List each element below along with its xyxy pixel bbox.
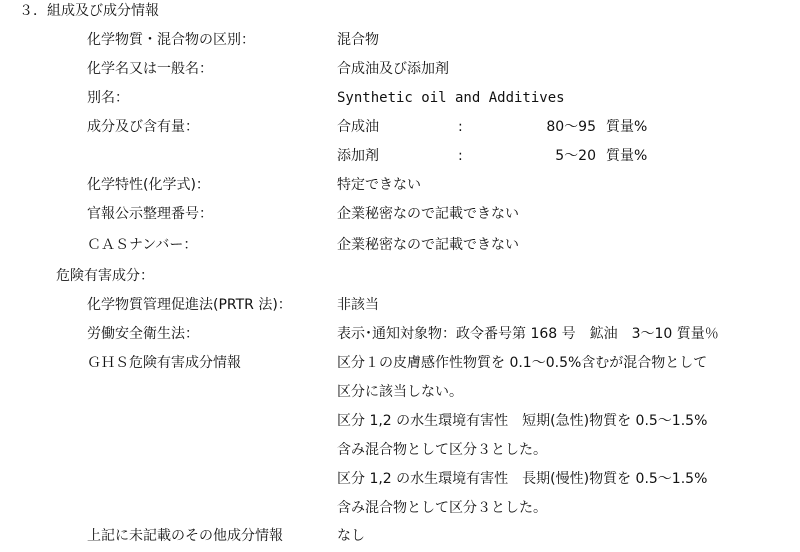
other-info-label: 上記に未記載のその他成分情報: [87, 528, 283, 544]
composition-item-range: 80～95: [546, 119, 596, 135]
composition-item-sep: :: [458, 148, 463, 164]
ghs-line: 含み混合物として区分３とした。: [337, 442, 547, 458]
ish-value: 表示･通知対象物：政令番号第 168 号 鉱油 3～10 質量％: [337, 326, 719, 342]
prtr-label: 化学物質管理促進法(PRTR 法)：: [87, 297, 292, 313]
composition-label: 成分及び含有量：: [87, 119, 199, 135]
gazette-no-value: 企業秘密なので記載できない: [337, 206, 519, 222]
cas-no-label: ＣＡＳナンバー：: [87, 237, 198, 253]
composition-item-name: 合成油: [337, 119, 379, 135]
substance-type-label: 化学物質・混合物の区別：: [87, 32, 255, 48]
ghs-label: ＧＨＳ危険有害成分情報: [87, 355, 241, 371]
alias-label: 別名：: [87, 90, 129, 106]
composition-item-unit: 質量%: [606, 119, 648, 135]
ghs-line: 区分１の皮膚感作性物質を 0.1～0.5%含むが混合物として: [337, 355, 708, 371]
chem-formula-value: 特定できない: [337, 177, 421, 193]
chem-formula-label: 化学特性(化学式)：: [87, 177, 210, 193]
ghs-line: 区分に該当しない。: [337, 384, 463, 400]
chemical-name-label: 化学名又は一般名：: [87, 61, 213, 77]
ish-label: 労働安全衛生法：: [87, 326, 199, 342]
ghs-line: 区分 1,2 の水生環境有害性 長期(慢性)物質を 0.5～1.5%: [337, 471, 708, 487]
composition-item-name: 添加剤: [337, 148, 379, 164]
composition-item-range: 5～20: [555, 148, 596, 164]
prtr-value: 非該当: [337, 297, 379, 313]
chemical-name-value: 合成油及び添加剤: [337, 61, 449, 77]
composition-item-unit: 質量%: [606, 148, 648, 164]
cas-no-value: 企業秘密なので記載できない: [337, 237, 519, 253]
other-info-value: なし: [337, 528, 365, 544]
composition-item-sep: :: [458, 119, 463, 135]
alias-value: Synthetic oil and Additives: [337, 90, 565, 106]
gazette-no-label: 官報公示整理番号：: [87, 206, 213, 222]
section-title: ３．組成及び成分情報: [19, 3, 159, 19]
ghs-line: 区分 1,2 の水生環境有害性 短期(急性)物質を 0.5～1.5%: [337, 413, 708, 429]
substance-type-value: 混合物: [337, 32, 379, 48]
hazardous-heading: 危険有害成分：: [56, 268, 154, 284]
ghs-line: 含み混合物として区分３とした。: [337, 500, 547, 516]
